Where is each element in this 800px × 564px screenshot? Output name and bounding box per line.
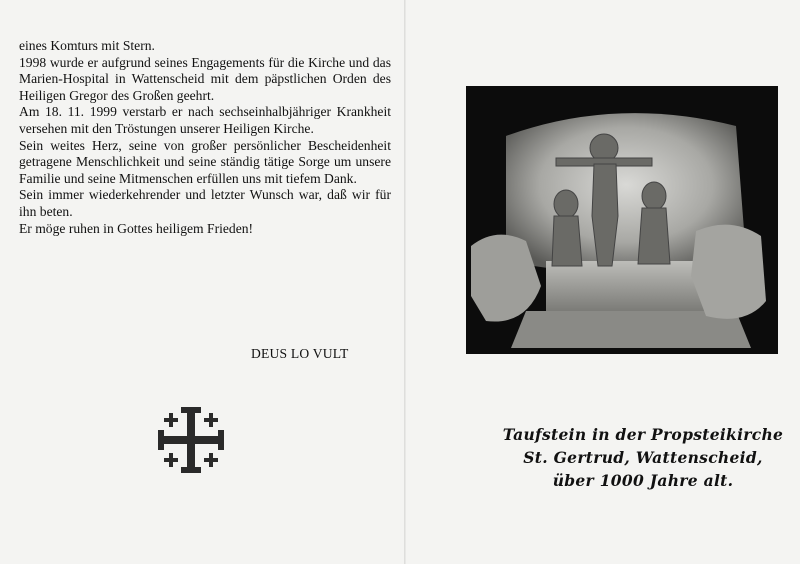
caption-line: St. Gertrud, Wattenscheid,	[523, 448, 763, 467]
obituary-text	[19, 38, 391, 237]
right-page	[406, 0, 800, 564]
bleed-through-text	[451, 358, 800, 378]
jerusalem-cross-icon	[154, 403, 228, 477]
paragraph: Er möge ruhen in Gottes heiligem Frieden!	[19, 220, 254, 236]
caption-line: über 1000 Jahre alt.	[552, 471, 734, 490]
paragraph: Sein weites Herz, seine von großer persönlicher Bescheidenheit getragene Menschlichkeit und seine ständig tätige Sorge um unsere Familie und seine Mitmenschen erfüllen uns mit tiefem Dank.	[19, 137, 391, 186]
paragraph: eines Komturs mit Stern.	[19, 38, 155, 53]
motto: DEUS LO VULT	[251, 346, 349, 361]
baptismal-font-image	[466, 86, 778, 354]
baptismal-font-photo	[466, 86, 778, 354]
photo-caption	[490, 423, 796, 492]
caption-line: Taufstein in der Propsteikirche	[502, 425, 784, 444]
bleed-through-text	[436, 40, 800, 60]
paragraph: Am 18. 11. 1999 verstarb er nach sechseinhalbjähriger Krankheit versehen mit den Tröstungen unserer Heiligen Kirche.	[19, 104, 391, 136]
paragraph: 1998 wurde er aufgrund seines Engagements für die Kirche und das Marien-Hospital in Wattenscheid mit dem päpstlichen Orden des Heiligen Gregor des Großen geehrt.	[19, 54, 391, 103]
paragraph: Sein immer wiederkehrender und letzter Wunsch war, daß wir für ihn beten.	[19, 187, 391, 219]
